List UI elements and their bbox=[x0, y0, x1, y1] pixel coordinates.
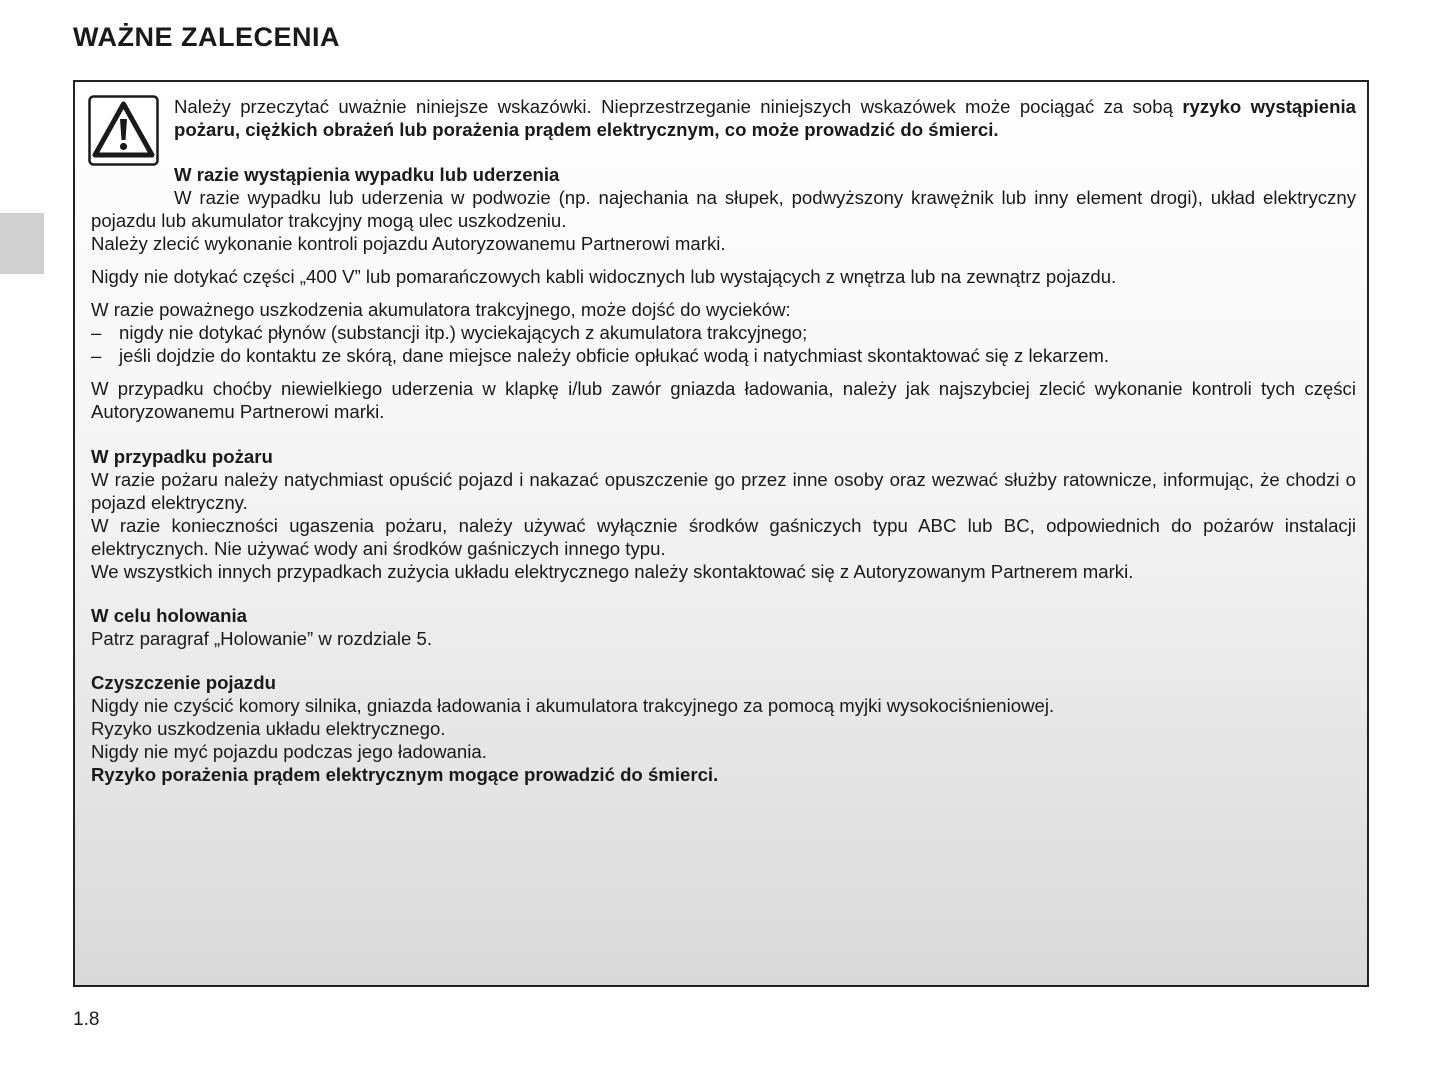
page-number: 1.8 bbox=[73, 1009, 100, 1030]
list-item bbox=[91, 321, 1356, 344]
cleaning-paragraph-1: Nigdy nie czyścić komory silnika, gniazda ładowania i akumulatora trakcyjnego za pomocą myjki wysokociśnieniowej. bbox=[91, 695, 1055, 716]
fire-paragraph-1: W razie pożaru należy natychmiast opuścić pojazd i nakazać opuszczenie go przez inne osoby oraz wezwać służby ratownicze, informując, że chodzi o pojazd elektryczny. bbox=[91, 469, 1356, 513]
list-dash: – bbox=[91, 345, 102, 366]
list-dash: – bbox=[91, 322, 102, 343]
towing-heading: W celu holowania bbox=[91, 605, 247, 626]
warning-content bbox=[91, 95, 1356, 786]
accident-paragraph-3: Nigdy nie dotykać części „400 V” lub pomarańczowych kabli widocznych lub wystających z wnętrza lub na zewnątrz pojazdu. bbox=[91, 266, 1117, 287]
cleaning-paragraph-4: Ryzyko porażenia prądem elektrycznym mogące prowadzić do śmierci. bbox=[91, 764, 719, 785]
accident-paragraph-1: W razie wypadku lub uderzenia w podwozie (np. najechania na słupek, podwyższony krawężnik lub inny element drogi), układ elektryczny pojazdu lub akumulator trakcyjny mogą ulec uszkodzeniu. bbox=[91, 187, 1356, 231]
cleaning-heading: Czyszczenie pojazdu bbox=[91, 672, 276, 693]
intro-text: Należy przeczytać uważnie niniejsze wskazówki. Nieprzestrzeganie niniejszych wskazówek może pociągać za sobą bbox=[174, 96, 1183, 117]
fire-paragraph-2: W razie konieczności ugaszenia pożaru, należy używać wyłącznie środków gaśniczych typu ABC lub BC, odpowiednich do pożarów instalacji elektrycznych. Nie używać wody ani środków gaśniczych innego typu. bbox=[91, 515, 1356, 559]
list-item-text: nigdy nie dotykać płynów (substancji itp.) wyciekających z akumulatora trakcyjnego; bbox=[119, 322, 808, 343]
accident-paragraph-5: W przypadku choćby niewielkiego uderzenia w klapkę i/lub zawór gniazda ładowania, należy jak najszybciej zlecić wykonanie kontroli tych części Autoryzowanemu Partnerowi marki. bbox=[91, 378, 1356, 422]
fire-heading: W przypadku pożaru bbox=[91, 446, 273, 467]
accident-heading: W razie wystąpienia wypadku lub uderzenia bbox=[174, 164, 560, 185]
cleaning-paragraph-3: Nigdy nie myć pojazdu podczas jego ładowania. bbox=[91, 741, 487, 762]
list-item-text: jeśli dojdzie do kontaktu ze skórą, dane miejsce należy obficie opłukać wodą i natychmiast skontaktować się z lekarzem. bbox=[119, 345, 1110, 366]
fire-paragraph-3: We wszystkich innych przypadkach zużycia układu elektrycznego należy skontaktować się z Autoryzowanym Partnerem marki. bbox=[91, 561, 1134, 582]
intro-block bbox=[91, 95, 1356, 186]
accident-paragraph-2: Należy zlecić wykonanie kontroli pojazdu Autoryzowanemu Partnerowi marki. bbox=[91, 233, 726, 254]
warning-box bbox=[73, 80, 1369, 987]
intro-bold-text: ryzyko wystąpienia pożaru, ciężkich obrażeń lub porażenia prądem elektrycznym, co może prowadzić do śmierci. bbox=[174, 96, 1356, 140]
accident-paragraph-4: W razie poważnego uszkodzenia akumulatora trakcyjnego, może dojść do wycieków: bbox=[91, 299, 791, 320]
intro-paragraph bbox=[174, 95, 1356, 141]
list-item bbox=[91, 344, 1356, 367]
page-title: WAŻNE ZALECENIA bbox=[73, 22, 340, 52]
towing-paragraph: Patrz paragraf „Holowanie” w rozdziale 5. bbox=[91, 628, 433, 649]
cleaning-paragraph-2: Ryzyko uszkodzenia układu elektrycznego. bbox=[91, 718, 446, 739]
chapter-tab bbox=[0, 213, 44, 274]
